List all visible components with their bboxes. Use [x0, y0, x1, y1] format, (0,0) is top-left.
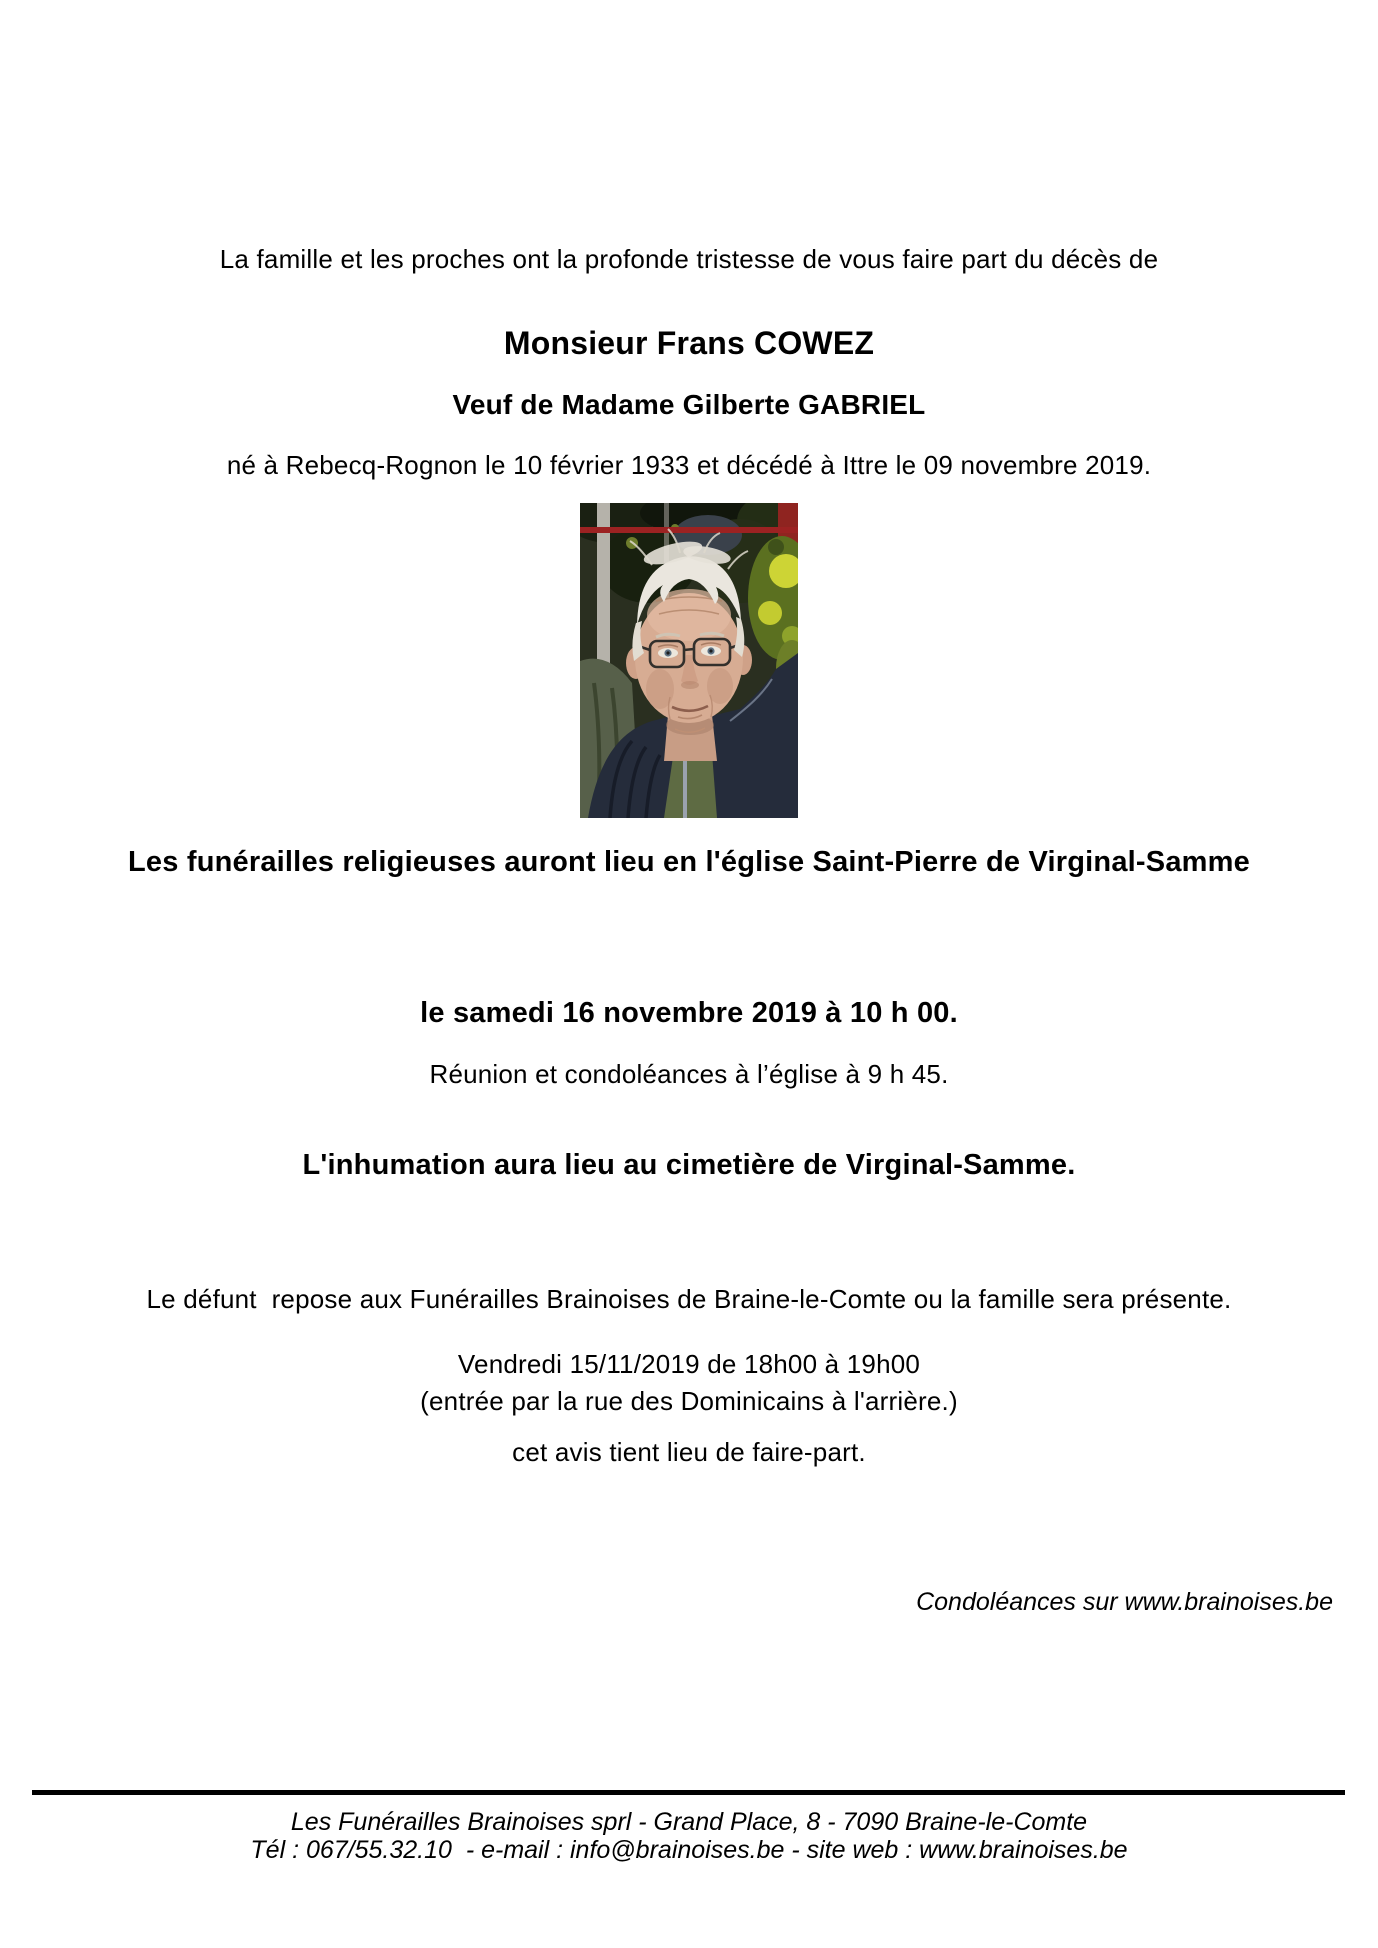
funeral-datetime-line: le samedi 16 novembre 2019 à 10 h 00. [420, 997, 958, 1029]
final-notice-line: cet avis tient lieu de faire-part. [512, 1437, 866, 1467]
footer [0, 1808, 1378, 1864]
birth-death-line: né à Rebecq-Rognon le 10 février 1933 et décédé à Ittre le 09 novembre 2019. [226, 450, 1152, 480]
funeral-location-line: Les funérailles religieuses auront lieu en l'église Saint-Pierre de Virginal-Samme [128, 846, 1250, 878]
relationship-line: Veuf de Madame Gilberte GABRIEL [452, 389, 926, 420]
intro-line: La famille et les proches ont la profonde tristesse de vous faire part du décès de [219, 244, 1159, 274]
footer-address-line: Les Funérailles Brainoises sprl - Grand Place, 8 - 7090 Braine-le-Comte [290, 1808, 1088, 1836]
visitation-entrance-line: (entrée par la rue des Dominicains à l'arrière.) [420, 1386, 958, 1416]
deceased-name: Monsieur Frans COWEZ [503, 325, 875, 361]
deceased-photo [580, 503, 798, 818]
footer-divider [32, 1790, 1345, 1795]
portrait-image [580, 503, 798, 818]
condolences-line: Condoléances sur www.brainoises.be [916, 1588, 1333, 1616]
repose-line: Le défunt repose aux Funérailles Brainoises de Braine-le-Comte ou la famille sera présente. [146, 1284, 1232, 1314]
visitation-datetime-line: Vendredi 15/11/2019 de 18h00 à 19h00 [457, 1349, 921, 1379]
visitation-block [0, 1346, 1378, 1420]
burial-line: L'inhumation aura lieu au cimetière de Virginal-Samme. [302, 1149, 1076, 1181]
gathering-line: Réunion et condoléances à l’église à 9 h 45. [429, 1059, 949, 1089]
footer-contact-line: Tél : 067/55.32.10 - e-mail : info@brainoises.be - site web : www.brainoises.be [250, 1836, 1128, 1864]
